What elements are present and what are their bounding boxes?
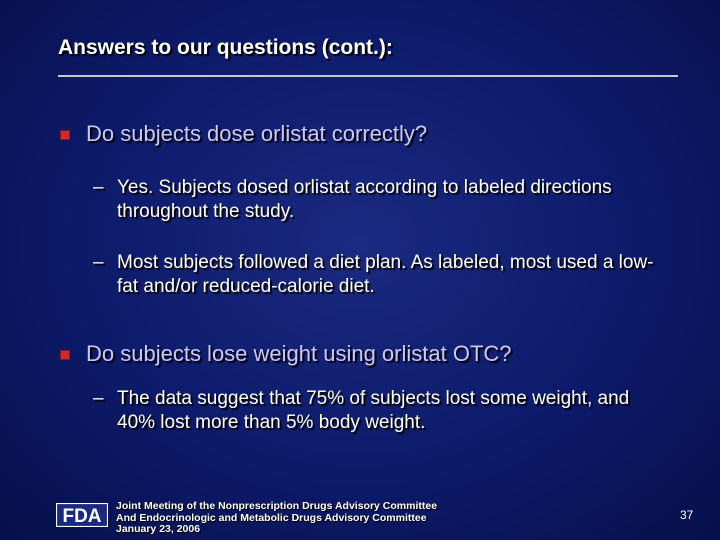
footer-meeting-info <box>116 501 536 536</box>
logo-text: FDA <box>62 506 102 527</box>
bullet-text: Do subjects lose weight using orlistat OTC? <box>86 341 512 366</box>
slide-title: Answers to our questions (cont.): <box>58 36 393 59</box>
square-bullet-icon <box>60 130 70 140</box>
footer-line: Joint Meeting of the Nonprescription Drugs Advisory Committee <box>116 500 438 512</box>
dash-bullet-icon: – <box>93 252 104 273</box>
square-bullet-icon <box>60 350 70 360</box>
bullet-text: Do subjects dose orlistat correctly? <box>86 121 428 146</box>
sub-bullet-text: Yes. Subjects dosed orlistat according to labeled directions throughout the study. <box>117 177 612 222</box>
dash-bullet-icon: – <box>93 177 104 198</box>
footer-line: And Endocrinologic and Metabolic Drugs Advisory Committee <box>116 511 427 524</box>
fda-logo-icon <box>56 503 108 527</box>
dash-bullet-icon: – <box>93 388 104 409</box>
footer-date: January 23, 2006 <box>116 523 201 535</box>
title-divider <box>58 75 678 77</box>
page-number: 37 <box>680 508 694 522</box>
sub-bullet-text: The data suggest that 75% of subjects lost some weight, and 40% lost more than 5% body weight. <box>117 388 630 433</box>
sub-bullet-text: Most subjects followed a diet plan. As labeled, most used a low-fat and/or reduced-calorie diet. <box>117 252 654 297</box>
